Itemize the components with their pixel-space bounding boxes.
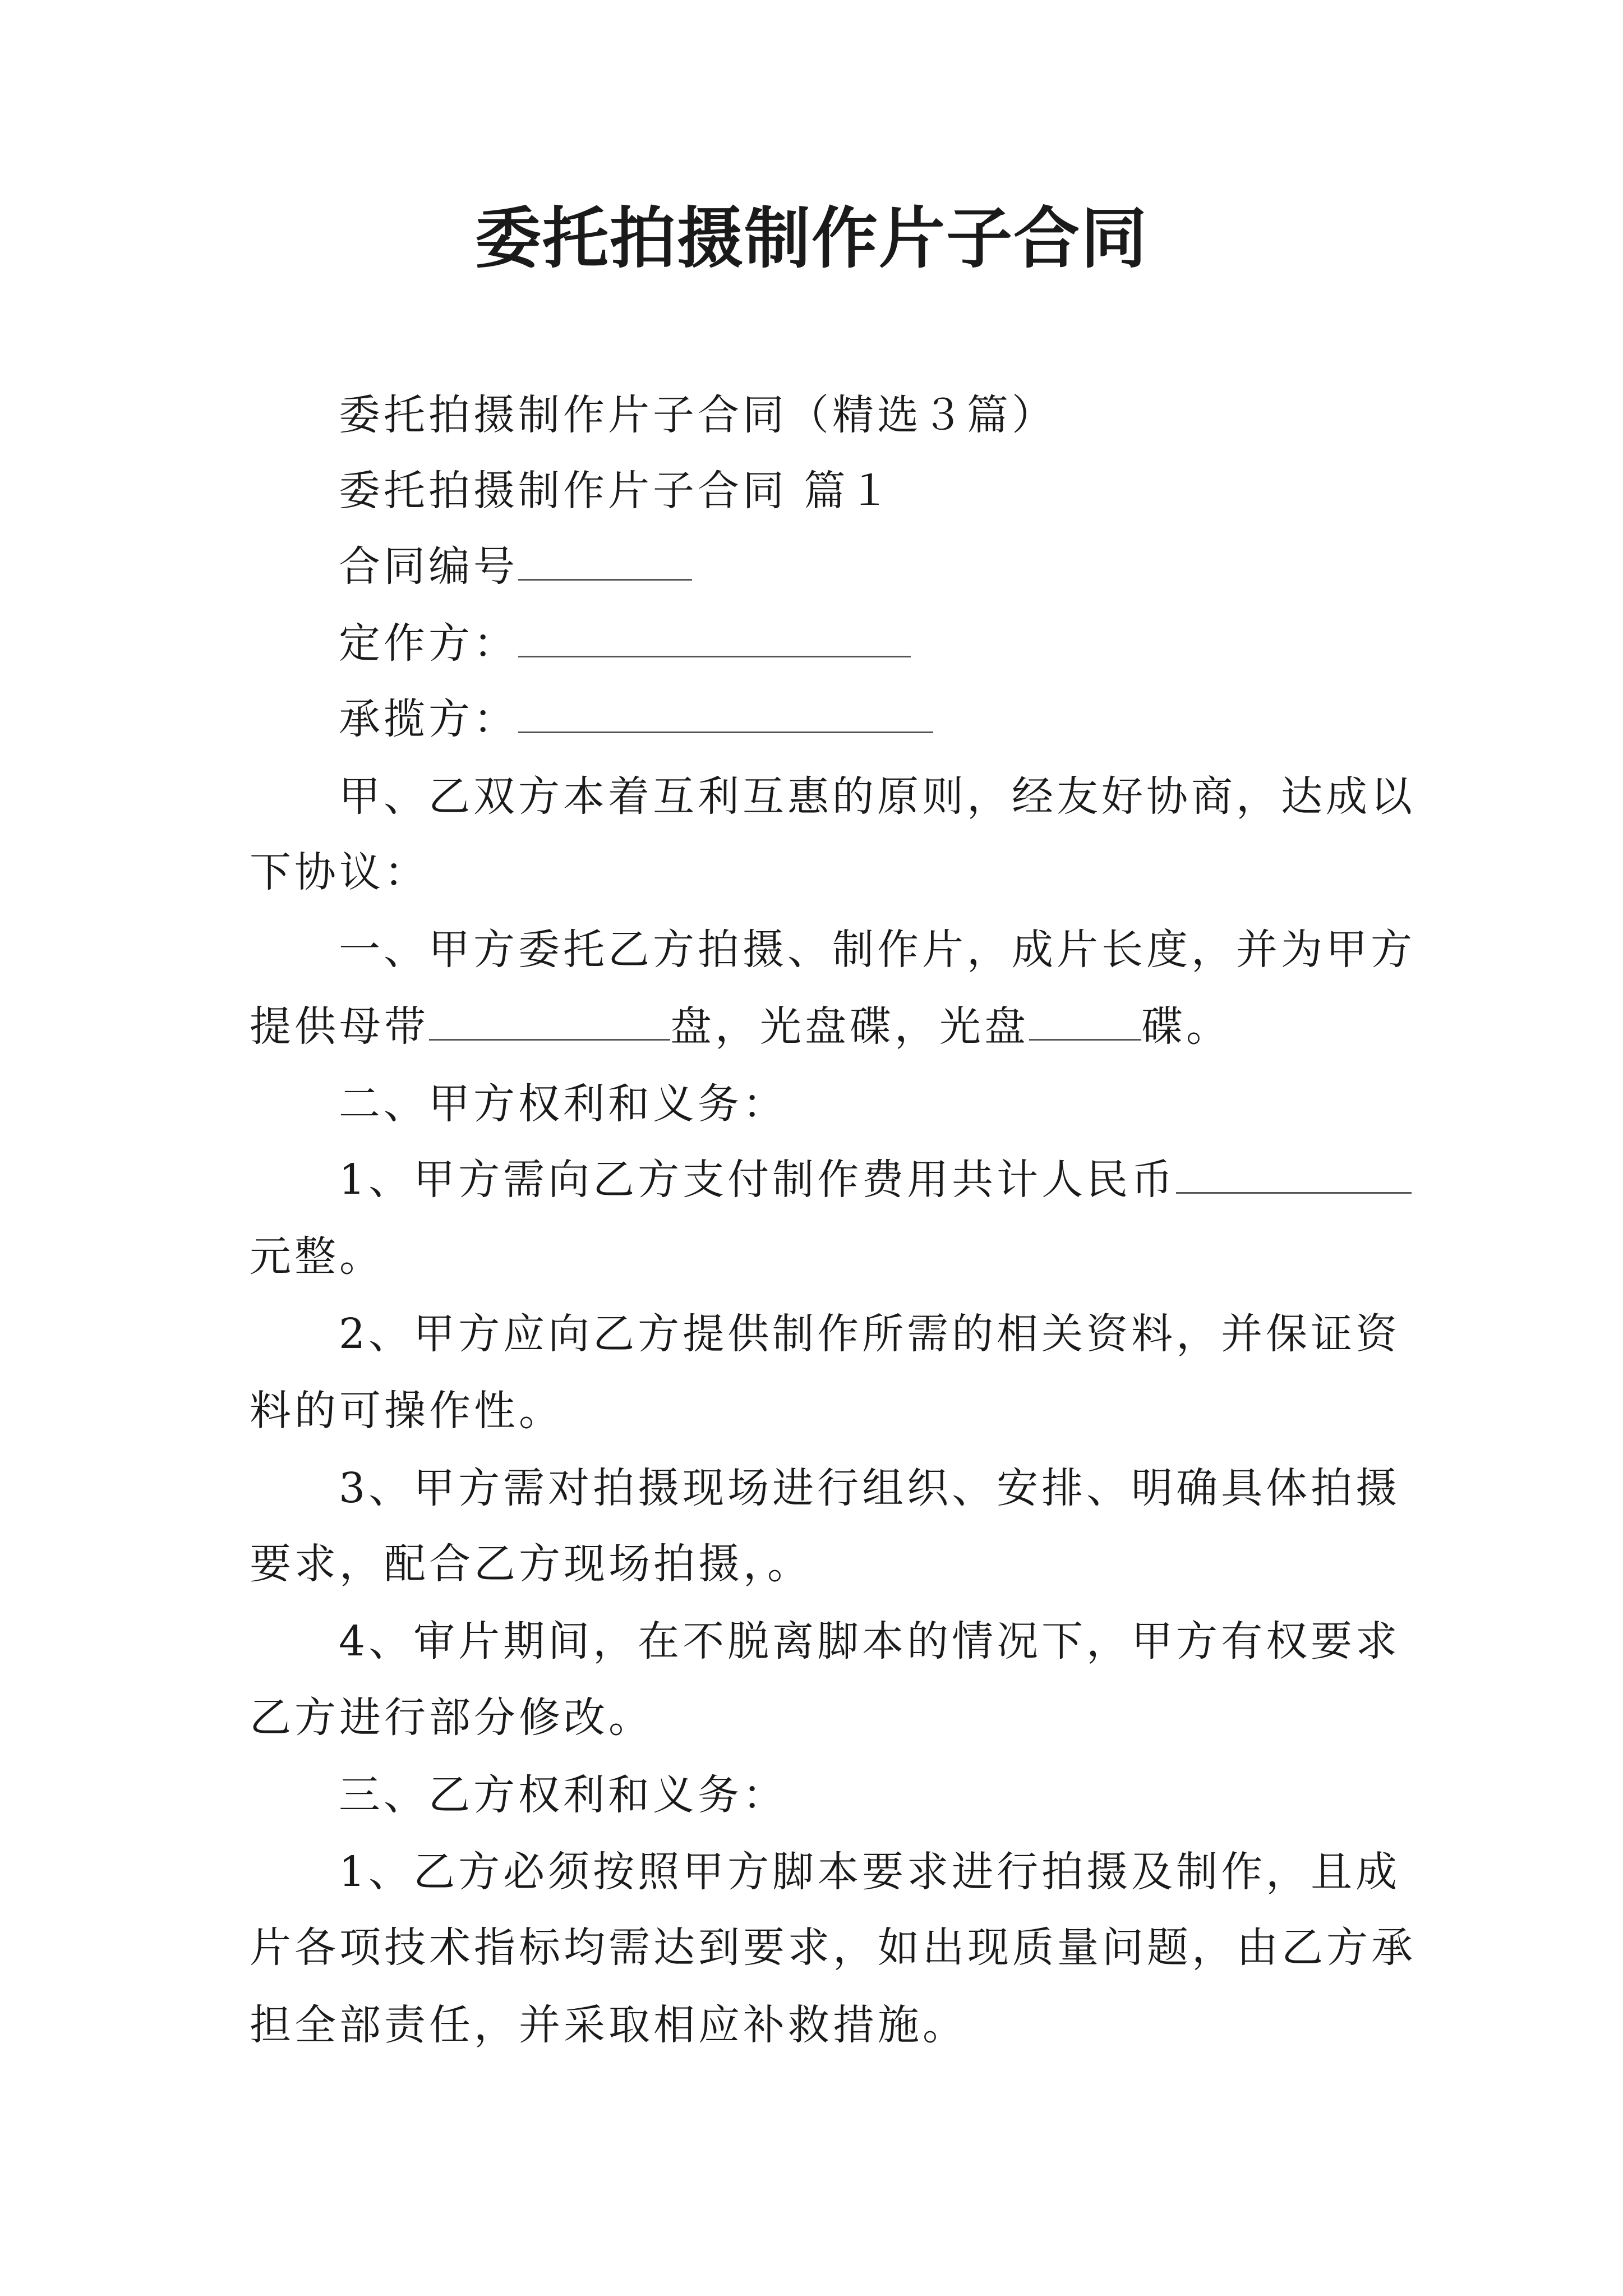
disc-count-blank [1029,1000,1141,1041]
contract-number-line [339,539,692,595]
maker-line [339,615,911,671]
contract-number-label: 合同编号 [339,542,518,591]
s2-3-line-2: 要求，配合乙方现场拍摄，。 [250,1540,812,1588]
s2-2-line-1: 2、甲方应向乙方提供制作所需的相关资料，并保证资 [339,1310,1401,1358]
item1-text-b: 盘，光盘碟，光盘 [670,1002,1029,1051]
contractor-line [339,691,933,747]
fee-amount-blank [1176,1153,1412,1194]
part-heading: 委托拍摄制作片子合同 篇１ [339,467,894,515]
item1-text-a: 提供母带 [250,1002,429,1051]
contractor-blank [518,692,933,733]
document-title: 委托拍摄制作片子合同 [474,199,1148,277]
section-2-heading: 二、甲方权利和义务： [339,1080,787,1128]
s3-1-line-1: 1、乙方必须按照甲方脚本要求进行拍摄及制作，且成 [339,1848,1401,1896]
contractor-label: 承揽方： [339,695,518,743]
s2-1-line-1 [339,1152,1412,1208]
maker-label: 定作方： [339,619,518,668]
s2-4-line-1: 4、审片期间，在不脱离脚本的情况下，甲方有权要求 [339,1617,1401,1665]
s3-1-line-2: 片各项技术指标均需达到要求，如出现质量问题，由乙方承 [250,1924,1416,1972]
item1-line-1: 一、甲方委托乙方拍摄、制作片，成片长度，并为甲方 [339,926,1415,974]
intro-line-2: 下协议： [250,848,429,896]
s2-4-line-2: 乙方进行部分修改。 [250,1694,653,1742]
intro-line-1: 甲、乙双方本着互利互惠的原则，经友好协商，达成以 [339,772,1415,821]
s2-1-line-2: 元整。 [250,1232,384,1281]
contract-number-blank [518,540,692,581]
section-3-heading: 三、乙方权利和义务： [339,1771,787,1819]
maker-blank [518,616,911,657]
s2-2-line-2: 料的可操作性。 [250,1387,564,1435]
s2-1-text: 1、甲方需向乙方支付制作费用共计人民币 [339,1156,1177,1204]
item1-line-2 [250,999,1231,1055]
item1-text-c: 碟。 [1141,1002,1231,1051]
s2-3-line-1: 3、甲方需对拍摄现场进行组织、安排、明确具体拍摄 [339,1464,1401,1512]
s3-1-line-3: 担全部责任，并采取相应补救措施。 [250,2001,967,2049]
subtitle: 委托拍摄制作片子合同（精选３篇） [339,391,1057,439]
tape-count-blank [429,1000,670,1041]
